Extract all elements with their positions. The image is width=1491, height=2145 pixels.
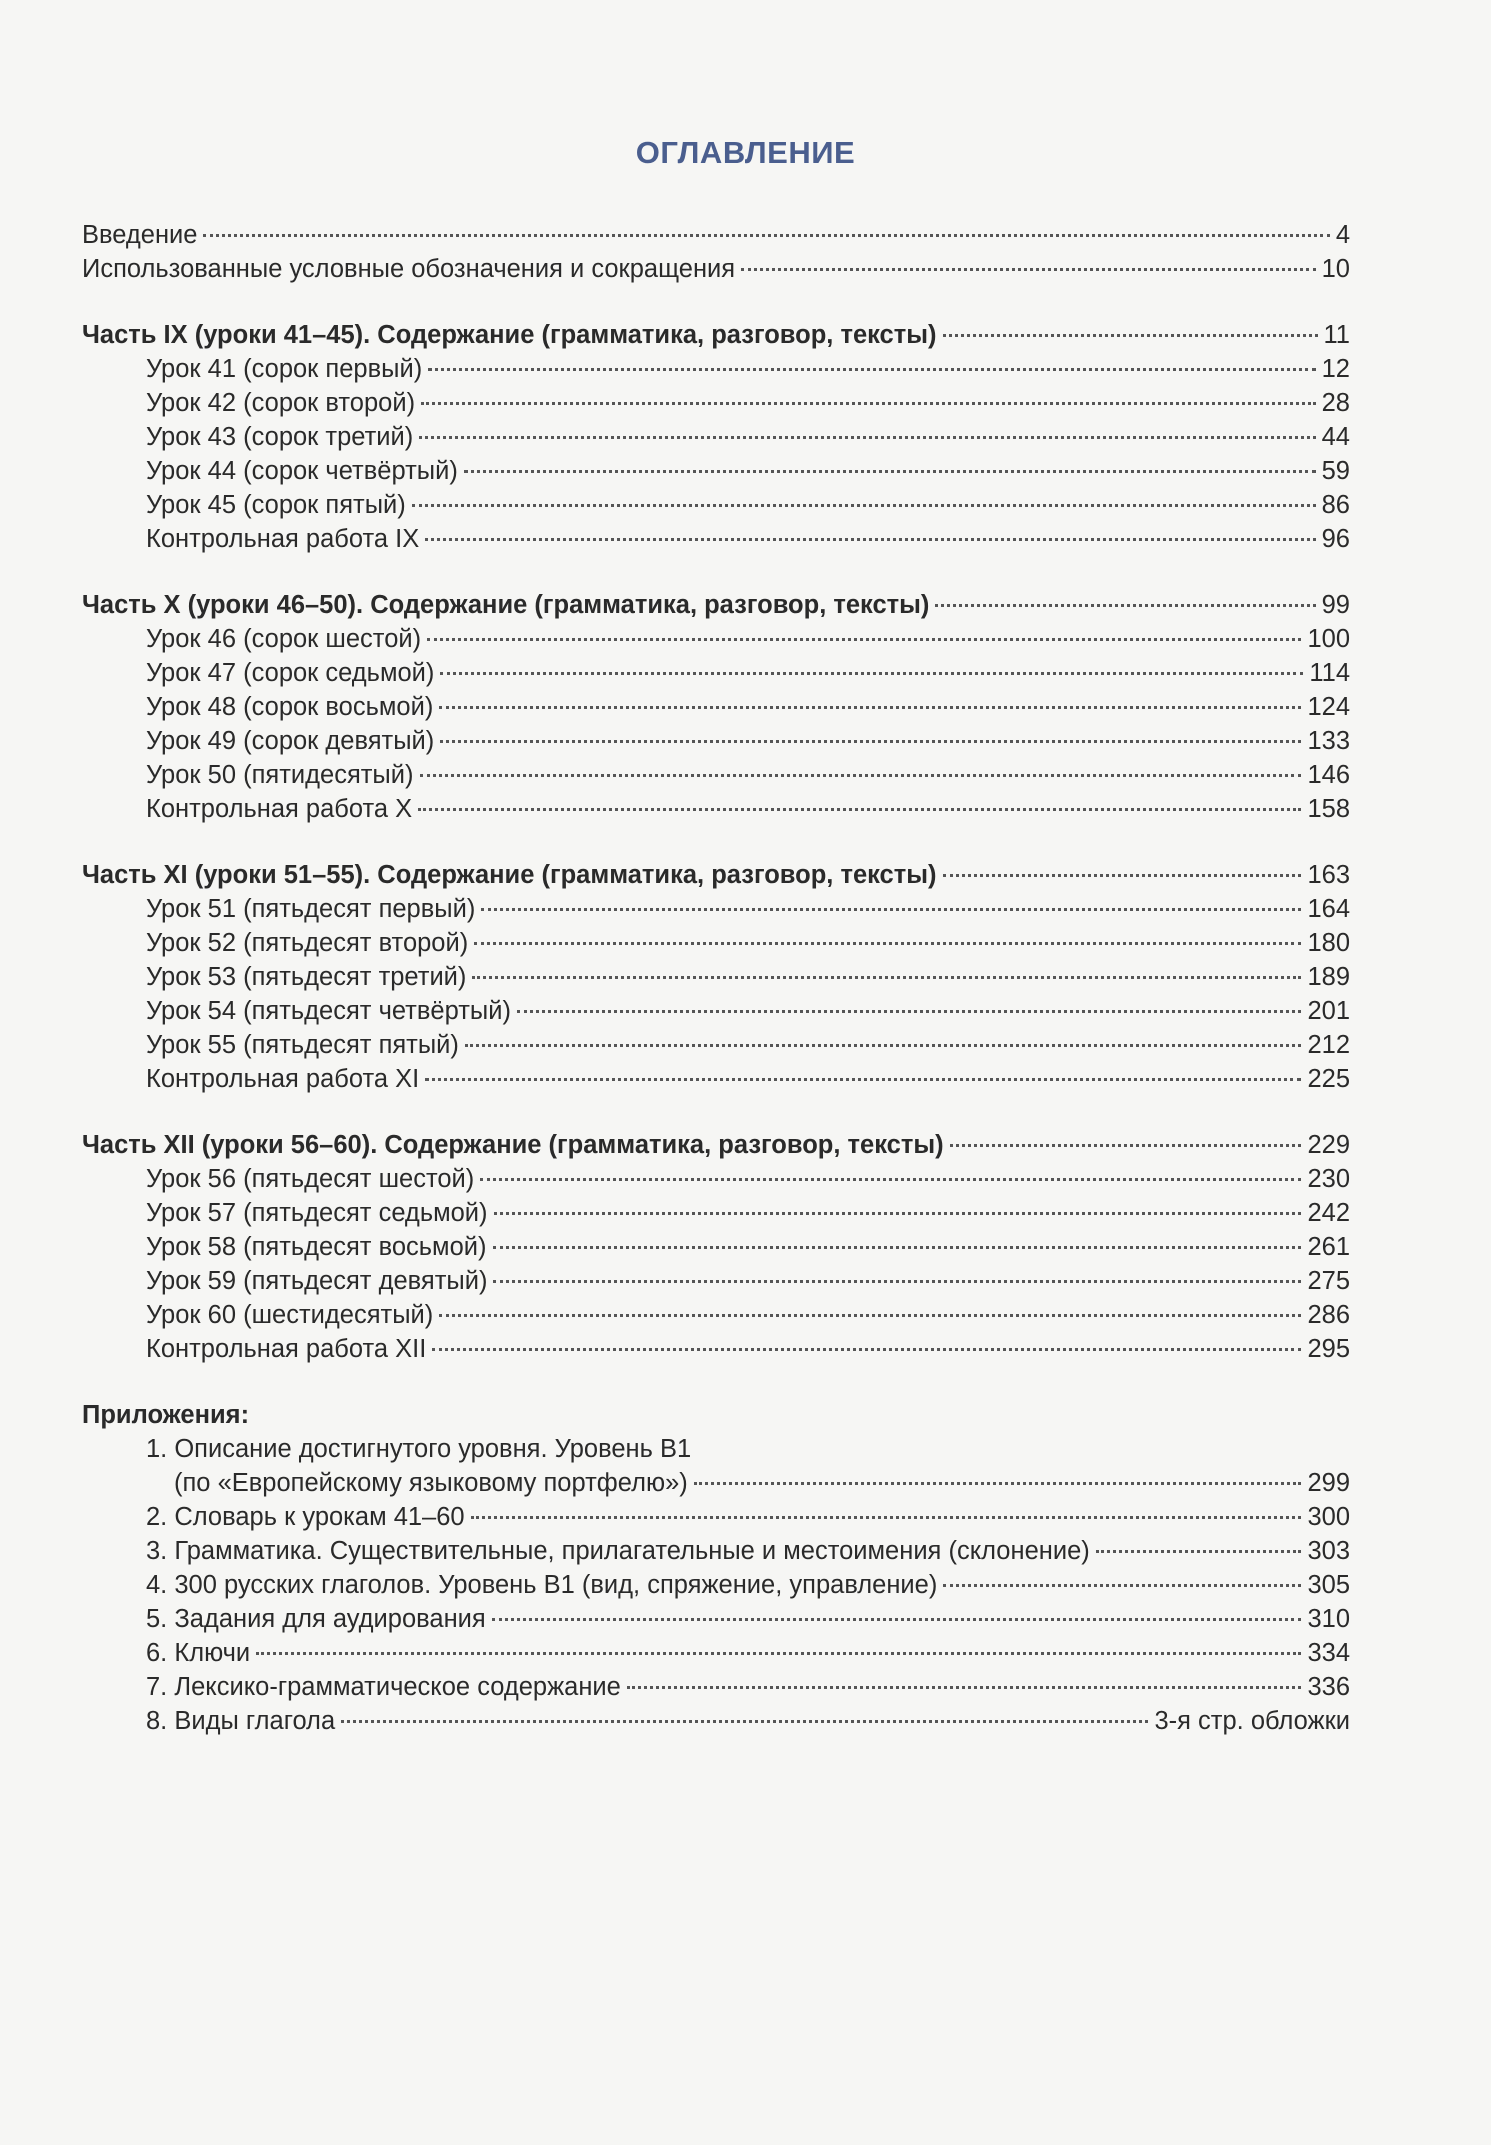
entry-label: Урок 45 (сорок пятый) xyxy=(146,491,406,519)
toc-lesson-entry[interactable] xyxy=(82,960,1350,994)
entry-page: 212 xyxy=(1307,1031,1350,1059)
toc-lesson-entry[interactable] xyxy=(82,1264,1350,1298)
toc-test-entry[interactable] xyxy=(82,522,1350,556)
entry-label: Урок 58 (пятьдесят восьмой) xyxy=(146,1233,487,1261)
dot-leader xyxy=(481,908,1301,911)
toc-test-entry[interactable] xyxy=(82,792,1350,826)
entry-label: Контрольная работа X xyxy=(146,795,413,823)
dot-leader xyxy=(493,1280,1301,1283)
dot-leader xyxy=(464,470,1316,473)
entry-label: Урок 43 (сорок третий) xyxy=(146,423,414,451)
dot-leader xyxy=(492,1618,1302,1621)
entry-page: 180 xyxy=(1307,929,1350,957)
entry-page: 86 xyxy=(1321,491,1350,519)
toc-entry-abbreviations[interactable] xyxy=(82,252,1350,286)
entry-page: 242 xyxy=(1307,1199,1350,1227)
entry-label: Контрольная работа XI xyxy=(146,1065,420,1093)
entry-page: 275 xyxy=(1307,1267,1350,1295)
entry-page: 189 xyxy=(1307,963,1350,991)
appendix-entry[interactable] xyxy=(82,1568,1350,1602)
dot-leader xyxy=(943,1584,1301,1587)
entry-label: Урок 41 (сорок первый) xyxy=(146,355,423,383)
toc-test-entry[interactable] xyxy=(82,1332,1350,1366)
entry-label: Урок 53 (пятьдесят третий) xyxy=(146,963,467,991)
dot-leader xyxy=(694,1482,1302,1485)
entry-label: Урок 49 (сорок девятый) xyxy=(146,727,435,755)
entry-label: Урок 50 (пятидесятый) xyxy=(146,761,414,789)
dot-leader xyxy=(421,402,1316,405)
entry-page: 12 xyxy=(1321,355,1350,383)
dot-leader xyxy=(935,604,1315,607)
entry-label: 3. Грамматика. Существительные, прилагательные и местоимения (склонение) xyxy=(146,1537,1090,1565)
entry-page: 99 xyxy=(1321,591,1350,619)
entry-label: Урок 47 (сорок седьмой) xyxy=(146,659,435,687)
entry-page: 164 xyxy=(1307,895,1350,923)
entry-page: 96 xyxy=(1321,525,1350,553)
entry-label: Урок 54 (пятьдесят четвёртый) xyxy=(146,997,511,1025)
entry-page: 3-я стр. обложки xyxy=(1154,1707,1350,1735)
entry-label: 6. Ключи xyxy=(146,1639,251,1667)
dot-leader xyxy=(950,1144,1302,1147)
entry-label: Использованные условные обозначения и сокращения xyxy=(82,255,736,283)
entry-label: 7. Лексико-грамматическое содержание xyxy=(146,1673,621,1701)
entry-page: 201 xyxy=(1307,997,1350,1025)
dot-leader xyxy=(472,976,1301,979)
dot-leader xyxy=(439,1314,1301,1317)
dot-leader xyxy=(203,234,1329,237)
dot-leader xyxy=(412,504,1316,507)
entry-label: Урок 48 (сорок восьмой) xyxy=(146,693,434,721)
page-title: ОГЛАВЛЕНИЕ xyxy=(635,135,856,170)
entry-page: 261 xyxy=(1307,1233,1350,1261)
dot-leader xyxy=(474,942,1301,945)
entry-page: 114 xyxy=(1309,659,1350,687)
toc-lesson-entry[interactable] xyxy=(82,758,1350,792)
dot-leader xyxy=(425,1078,1301,1081)
entry-page: 146 xyxy=(1307,761,1350,789)
dot-leader xyxy=(432,1348,1301,1351)
toc-test-entry[interactable] xyxy=(82,1062,1350,1096)
entry-label: Урок 57 (пятьдесят седьмой) xyxy=(146,1199,488,1227)
toc-lesson-entry[interactable] xyxy=(82,420,1350,454)
appendix-entry[interactable] xyxy=(82,1500,1350,1534)
entry-page: 336 xyxy=(1307,1673,1350,1701)
dot-leader xyxy=(425,538,1315,541)
entry-page: 295 xyxy=(1307,1335,1350,1363)
part-label: Часть XII (уроки 56–60). Содержание (грамматика, разговор, тексты) xyxy=(82,1131,944,1159)
toc-lesson-entry[interactable] xyxy=(82,656,1350,690)
appendix-entry[interactable] xyxy=(82,1534,1350,1568)
toc-lesson-entry[interactable] xyxy=(82,1028,1350,1062)
entry-page: 124 xyxy=(1307,693,1350,721)
appendix-entry[interactable] xyxy=(82,1670,1350,1704)
entry-page: 334 xyxy=(1307,1639,1350,1667)
toc-lesson-entry[interactable] xyxy=(82,488,1350,522)
entry-label: Урок 52 (пятьдесят второй) xyxy=(146,929,469,957)
toc-lesson-entry[interactable] xyxy=(82,1162,1350,1196)
appendix-entry[interactable] xyxy=(82,1704,1350,1738)
entry-page: 303 xyxy=(1307,1537,1350,1565)
dot-leader xyxy=(419,436,1315,439)
toc-lesson-entry[interactable] xyxy=(82,352,1350,386)
part-label: Часть IX (уроки 41–45). Содержание (грамматика, разговор, тексты) xyxy=(82,321,937,349)
appendix-entry[interactable] xyxy=(82,1466,1350,1500)
entry-page: 11 xyxy=(1323,321,1350,349)
toc-part-heading[interactable] xyxy=(82,318,1350,352)
entry-label: Урок 56 (пятьдесят шестой) xyxy=(146,1165,475,1193)
entry-page: 158 xyxy=(1307,795,1350,823)
part-label: Часть XI (уроки 51–55). Содержание (грамматика, разговор, тексты) xyxy=(82,861,937,889)
entry-page: 305 xyxy=(1307,1571,1350,1599)
dot-leader xyxy=(341,1720,1148,1723)
toc-part-heading[interactable] xyxy=(82,858,1350,892)
dot-leader xyxy=(439,706,1301,709)
toc-lesson-entry[interactable] xyxy=(82,926,1350,960)
dot-leader xyxy=(627,1686,1302,1689)
entry-label: 4. 300 русских глаголов. Уровень В1 (вид, спряжение, управление) xyxy=(146,1571,938,1599)
entry-page: 300 xyxy=(1307,1503,1350,1531)
dot-leader xyxy=(465,1044,1302,1047)
entry-page: 100 xyxy=(1307,625,1350,653)
entry-label: Контрольная работа IX xyxy=(146,525,420,553)
dot-leader xyxy=(494,1212,1302,1215)
toc-part-heading[interactable] xyxy=(82,1128,1350,1162)
part-label: Часть X (уроки 46–50). Содержание (грамматика, разговор, тексты) xyxy=(82,591,930,619)
dot-leader xyxy=(418,808,1301,811)
entry-label: Урок 59 (пятьдесят девятый) xyxy=(146,1267,488,1295)
entry-page: 229 xyxy=(1307,1131,1350,1159)
toc-lesson-entry[interactable] xyxy=(82,724,1350,758)
entry-label: 2. Словарь к урокам 41–60 xyxy=(146,1503,465,1531)
toc-lesson-entry[interactable] xyxy=(82,622,1350,656)
toc-lesson-entry[interactable] xyxy=(82,1298,1350,1332)
dot-leader xyxy=(517,1010,1301,1013)
entry-page: 4 xyxy=(1335,221,1350,249)
entry-label: Введение xyxy=(82,221,198,249)
appendix-heading: Приложения: xyxy=(82,1401,250,1429)
entry-page: 310 xyxy=(1307,1605,1350,1633)
entry-page: 44 xyxy=(1321,423,1350,451)
toc-lesson-entry[interactable] xyxy=(82,386,1350,420)
toc-lesson-entry[interactable] xyxy=(82,892,1350,926)
toc-lesson-entry[interactable] xyxy=(82,1196,1350,1230)
entry-label: Контрольная работа XII xyxy=(146,1335,427,1363)
entry-page: 163 xyxy=(1307,861,1350,889)
table-of-contents xyxy=(82,218,1350,1738)
entry-page: 225 xyxy=(1307,1065,1350,1093)
dot-leader xyxy=(471,1516,1302,1519)
entry-label: 5. Задания для аудирования xyxy=(146,1605,486,1633)
dot-leader xyxy=(420,774,1302,777)
dot-leader xyxy=(428,368,1315,371)
dot-leader xyxy=(943,874,1302,877)
dot-leader xyxy=(480,1178,1301,1181)
toc-entry-intro[interactable] xyxy=(82,218,1350,252)
dot-leader xyxy=(943,334,1318,337)
entry-label: Урок 42 (сорок второй) xyxy=(146,389,416,417)
appendix-entry[interactable] xyxy=(82,1602,1350,1636)
entry-label: Урок 51 (пятьдесят первый) xyxy=(146,895,476,923)
toc-lesson-entry[interactable] xyxy=(82,1230,1350,1264)
entry-page: 299 xyxy=(1307,1469,1350,1497)
entry-label: 8. Виды глагола xyxy=(146,1707,336,1735)
appendix-entry-first-line[interactable]: 1. Описание достигнутого уровня. Уровень В1 xyxy=(146,1435,692,1463)
entry-page: 10 xyxy=(1321,255,1350,283)
entry-page: 230 xyxy=(1307,1165,1350,1193)
toc-lesson-entry[interactable] xyxy=(82,690,1350,724)
dot-leader xyxy=(1096,1550,1302,1553)
dot-leader xyxy=(440,740,1301,743)
entry-label: Урок 44 (сорок четвёртый) xyxy=(146,457,458,485)
entry-label: (по «Европейскому языковому портфелю») xyxy=(174,1469,688,1497)
dot-leader xyxy=(256,1652,1301,1655)
entry-label: Урок 60 (шестидесятый) xyxy=(146,1301,434,1329)
entry-label: Урок 55 (пятьдесят пятый) xyxy=(146,1031,459,1059)
appendix-entry[interactable] xyxy=(82,1636,1350,1670)
entry-page: 28 xyxy=(1321,389,1350,417)
entry-page: 286 xyxy=(1307,1301,1350,1329)
entry-page: 133 xyxy=(1307,727,1350,755)
entry-label: Урок 46 (сорок шестой) xyxy=(146,625,422,653)
entry-page: 59 xyxy=(1321,457,1350,485)
dot-leader xyxy=(427,638,1301,641)
dot-leader xyxy=(741,268,1316,271)
dot-leader xyxy=(493,1246,1302,1249)
toc-lesson-entry[interactable] xyxy=(82,454,1350,488)
dot-leader xyxy=(440,672,1303,675)
toc-lesson-entry[interactable] xyxy=(82,994,1350,1028)
toc-part-heading[interactable] xyxy=(82,588,1350,622)
